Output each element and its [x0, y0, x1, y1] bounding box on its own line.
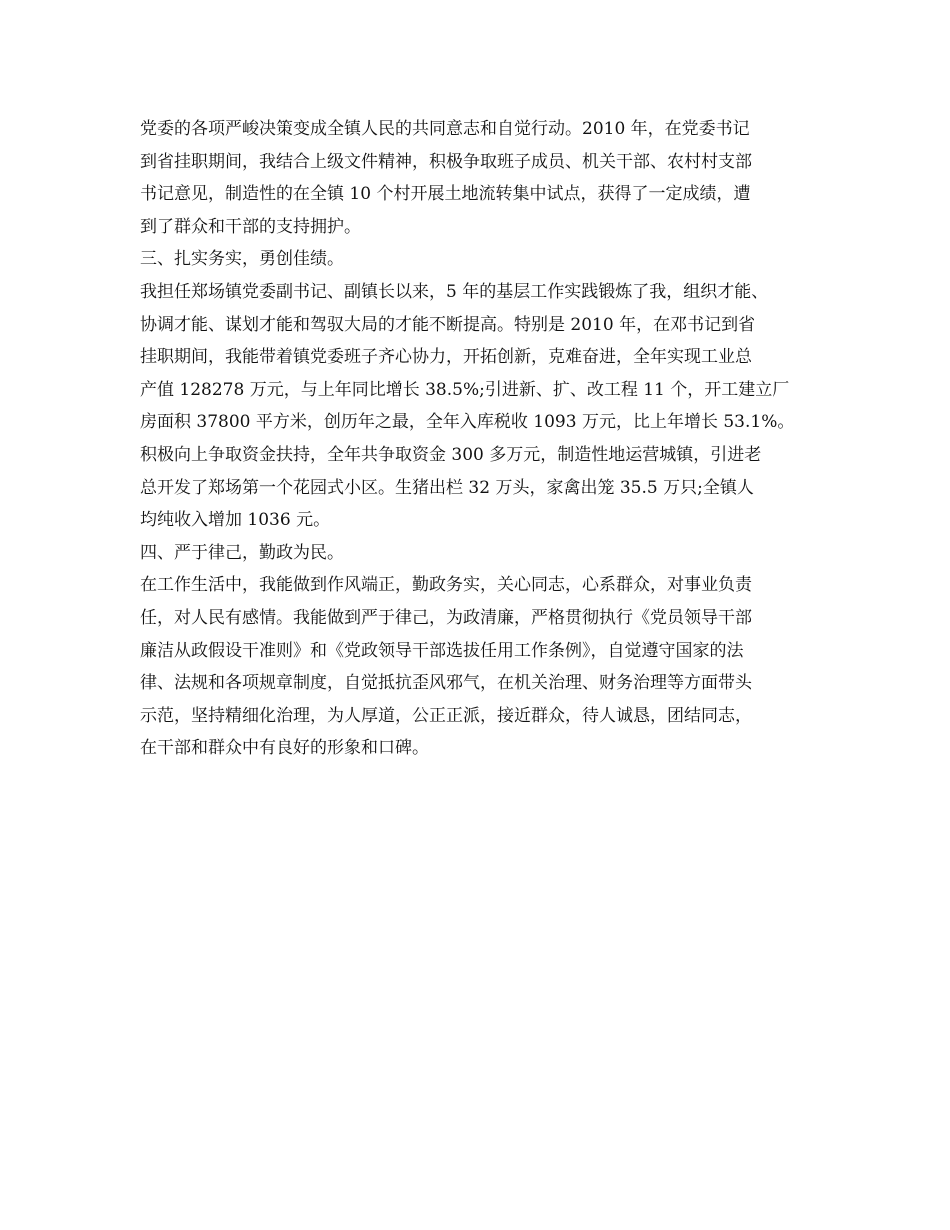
- text-line: 房面积 37800 平方米，创历年之最，全年入库税收 1093 万元，比上年增长 53.1%。: [140, 412, 795, 433]
- section-heading-4: 四、严于律己，勤政为民。: [140, 542, 344, 563]
- text-line: 我担任郑场镇党委副书记、副镇长以来，5 年的基层工作实践锻炼了我，组织才能、: [140, 281, 769, 302]
- text-line: 在工作生活中，我能做到作风端正，勤政务实，关心同志，心系群众，对事业负责: [140, 575, 752, 596]
- text-line: 产值 128278 万元，与上年同比增长 38.5%;引进新、扩、改工程 11 个，开工建立厂: [140, 379, 790, 400]
- text-line: 挂职期间，我能带着镇党委班子齐心协力，开拓创新，克难奋进，全年实现工业总: [140, 347, 752, 368]
- text-line: 党委的各项严峻决策变成全镇人民的共同意志和自觉行动。2010 年，在党委书记: [140, 119, 750, 139]
- section-heading-3: 三、扎实务实，勇创佳绩。: [140, 249, 344, 270]
- text-line: 协调才能、谋划才能和驾驭大局的才能不断提高。特别是 2010 年，在邓书记到省: [140, 314, 756, 335]
- text-line: 均纯收入增加 1036 元。: [140, 510, 331, 531]
- text-line: 积极向上争取资金扶持，全年共争取资金 300 多万元，制造性地运营城镇，引进老: [140, 444, 762, 465]
- text-line: 到省挂职期间，我结合上级文件精神，积极争取班子成员、机关干部、农村村支部: [140, 151, 752, 172]
- text-line: 示范，坚持精细化治理，为人厚道，公正正派，接近群众，待人诚恳，团结同志，: [140, 705, 752, 726]
- document-body: [140, 113, 820, 765]
- text-line: 任，对人民有感情。我能做到严于律己，为政清廉，严格贯彻执行《党员领导干部: [140, 607, 752, 628]
- text-line: 廉洁从政假设干准则》和《党政领导干部选拔任用工作条例》，自觉遵守国家的法: [140, 640, 744, 661]
- text-line: 在干部和群众中有良好的形象和口碑。: [140, 738, 429, 759]
- text-line: 律、法规和各项规章制度，自觉抵抗歪风邪气，在机关治理、财务治理等方面带头: [140, 673, 752, 694]
- text-line: 书记意见，制造性的在全镇 10 个村开展土地流转集中试点，获得了一定成绩，遭: [140, 184, 751, 205]
- text-line: 总开发了郑场第一个花园式小区。生猪出栏 32 万头，家禽出笼 35.5 万只;全镇人: [140, 477, 754, 498]
- text-line: 到了群众和干部的支持拥护。: [140, 216, 361, 237]
